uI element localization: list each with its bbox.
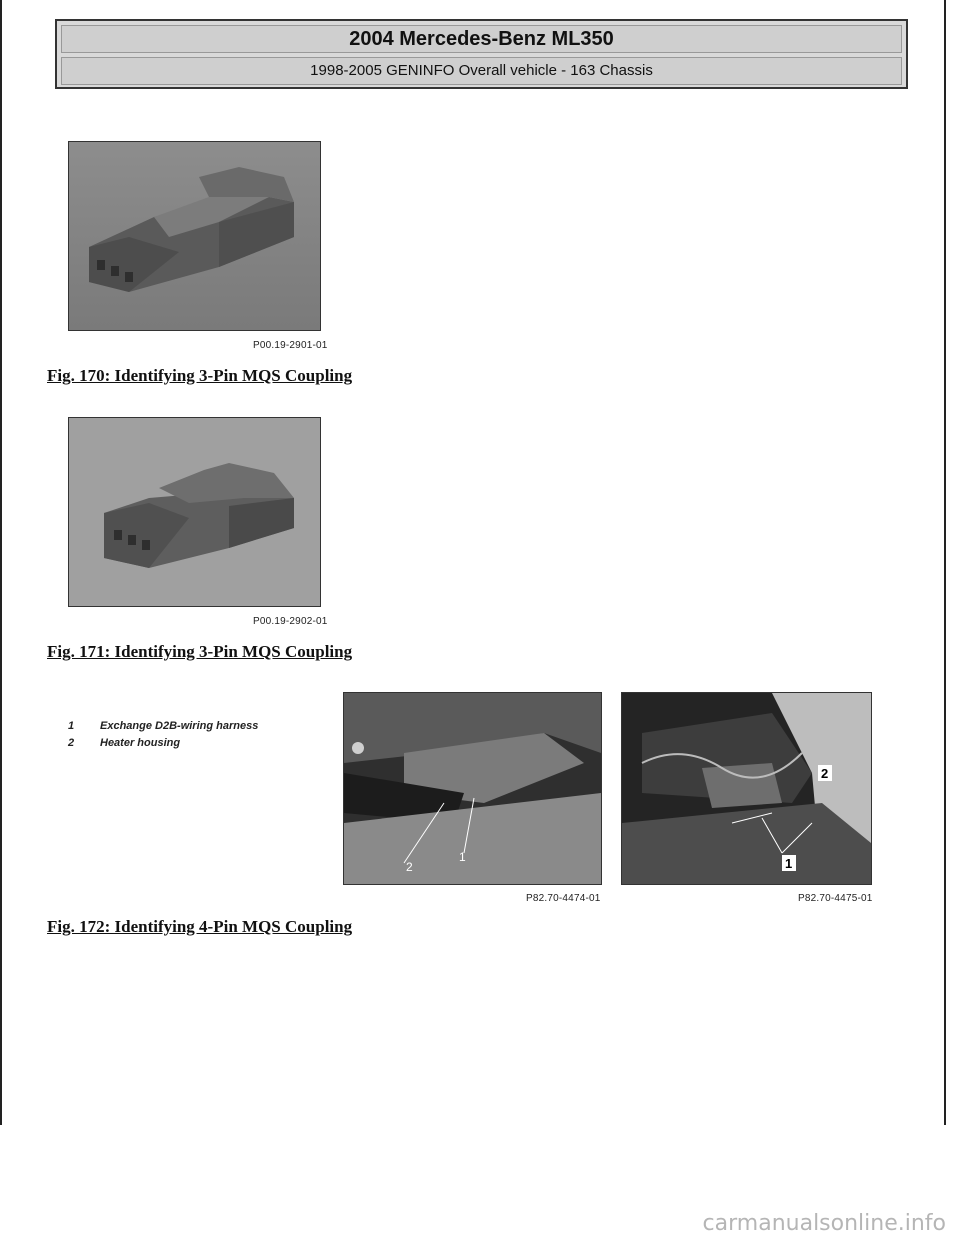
figure-171-image	[68, 417, 321, 607]
callout-2-right: 2	[821, 766, 829, 781]
figure-172-code-right: P82.70-4475-01	[798, 893, 873, 904]
heater-housing-photo-right	[622, 693, 871, 884]
legend-number: 1	[68, 720, 75, 732]
figure-172-caption: Fig. 172: Identifying 4-Pin MQS Coupling	[47, 917, 353, 936]
figure-170-image	[68, 141, 321, 331]
figure-170-caption: Fig. 170: Identifying 3-Pin MQS Coupling	[47, 366, 353, 385]
callout-1-left: 1	[459, 850, 466, 864]
connector-3pin-illustration-2	[69, 418, 320, 606]
watermark: carmanualsonline.info	[702, 1211, 946, 1236]
callout-1-right: 1	[785, 856, 793, 871]
callout-2-left: 2	[406, 860, 413, 874]
document-title: 2004 Mercedes-Benz ML350	[61, 25, 902, 53]
legend-text: Exchange D2B-wiring harness	[100, 720, 259, 732]
figure-171-code: P00.19-2902-01	[253, 616, 328, 627]
legend-text: Heater housing	[100, 737, 181, 749]
figure-172-code-left: P82.70-4474-01	[526, 893, 601, 904]
document-header	[55, 19, 908, 89]
legend-item-2	[68, 737, 180, 749]
document-subtitle: 1998-2005 GENINFO Overall vehicle - 163 Chassis	[61, 57, 902, 85]
legend-item-1	[68, 720, 258, 732]
figure-170-code: P00.19-2901-01	[253, 340, 328, 351]
connector-3pin-illustration	[69, 142, 320, 330]
heater-housing-photo-left	[344, 693, 601, 884]
figure-172-photo-left	[343, 692, 602, 885]
legend-number: 2	[68, 737, 75, 749]
figure-171-caption: Fig. 171: Identifying 3-Pin MQS Coupling	[47, 642, 353, 661]
figure-172-photo-right	[621, 692, 872, 885]
